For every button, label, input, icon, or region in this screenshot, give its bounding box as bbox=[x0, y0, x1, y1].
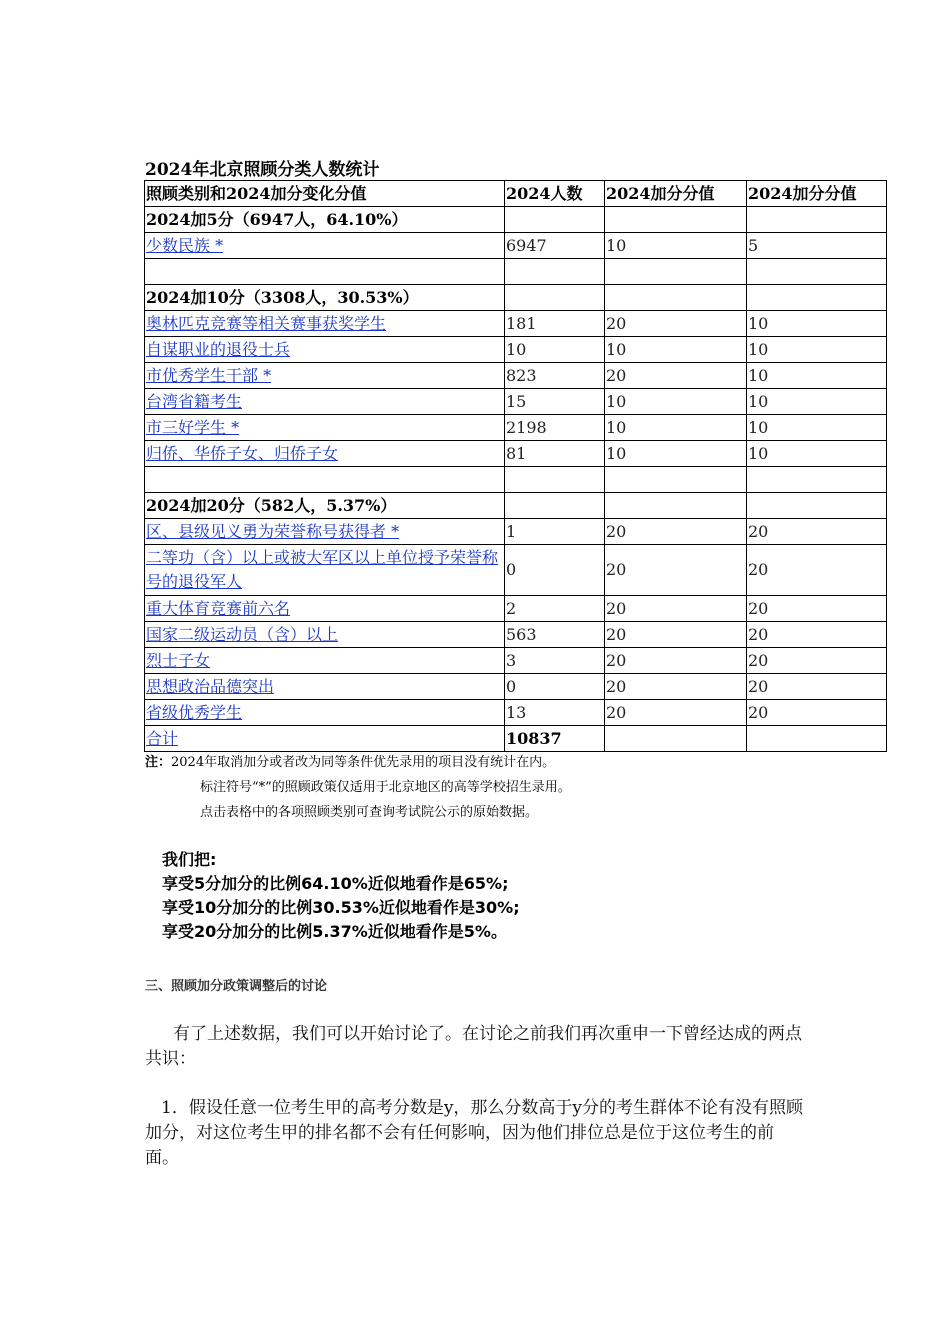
category-link[interactable]: 市三好学生 * bbox=[146, 417, 240, 437]
points-a-cell: 10 bbox=[605, 415, 747, 441]
total-link[interactable]: 合计 bbox=[146, 728, 179, 748]
category-link[interactable]: 省级优秀学生 bbox=[146, 702, 243, 722]
count-cell: 181 bbox=[505, 311, 605, 337]
stats-table bbox=[144, 180, 887, 752]
category-link[interactable]: 国家二级运动员（含）以上 bbox=[146, 624, 339, 644]
count-cell: 10 bbox=[505, 337, 605, 363]
category-link[interactable]: 思想政治品德突出 bbox=[146, 676, 275, 696]
table-notes bbox=[145, 750, 571, 825]
category-link[interactable]: 烈士子女 bbox=[146, 650, 211, 670]
approx-line-20: 享受20分加分的比例5.37%近似地看作是5%。 bbox=[162, 922, 507, 941]
count-cell: 0 bbox=[505, 674, 605, 700]
section-heading: 三、照顾加分政策调整后的讨论 bbox=[145, 979, 328, 994]
points-a-cell: 20 bbox=[605, 311, 747, 337]
points-a-cell: 20 bbox=[605, 519, 747, 545]
category-link[interactable]: 自谋职业的退役士兵 bbox=[146, 339, 291, 359]
approximation-block bbox=[162, 848, 520, 944]
category-link[interactable]: 奥林匹克竞赛等相关赛事获奖学生 bbox=[146, 313, 387, 333]
header-category: 照顾类别和2024加分变化分值 bbox=[145, 181, 505, 207]
table-row bbox=[145, 596, 887, 622]
approx-line-10: 享受10分加分的比例30.53%近似地看作是30%; bbox=[162, 898, 520, 917]
table-row bbox=[145, 389, 887, 415]
header-points-a: 2024加分分值 bbox=[605, 181, 747, 207]
table-title: 2024年北京照顾分类人数统计 bbox=[145, 160, 380, 180]
note-line-1 bbox=[145, 750, 571, 775]
note-line-2: 标注符号“*”的照顾政策仅适用于北京地区的高等学校招生录用。 bbox=[200, 780, 571, 795]
count-cell: 13 bbox=[505, 700, 605, 726]
note-label: 注： bbox=[145, 755, 172, 770]
table-header-row bbox=[145, 181, 887, 207]
group-row bbox=[145, 285, 887, 311]
points-b-cell: 20 bbox=[747, 648, 887, 674]
points-b-cell: 20 bbox=[747, 674, 887, 700]
points-b-cell: 5 bbox=[747, 233, 887, 259]
table-row bbox=[145, 700, 887, 726]
points-b-cell: 10 bbox=[747, 441, 887, 467]
points-b-cell: 20 bbox=[747, 622, 887, 648]
total-value: 10837 bbox=[505, 726, 605, 752]
points-a-cell: 20 bbox=[605, 622, 747, 648]
table-row bbox=[145, 337, 887, 363]
paragraph-2: 1．假设任意一位考生甲的高考分数是y，那么分数高于y分的考生群体不论有没有照顾加分，对这位考生甲的排名都不会有任何影响，因为他们排位总是位于这位考生的前面。 bbox=[145, 1098, 804, 1168]
approx-line-5: 享受5分加分的比例64.10%近似地看作是65%; bbox=[162, 874, 509, 893]
table-row bbox=[145, 363, 887, 389]
points-b-cell: 10 bbox=[747, 415, 887, 441]
table-row bbox=[145, 415, 887, 441]
header-points-b: 2024加分分值 bbox=[747, 181, 887, 207]
spacer-row bbox=[145, 467, 887, 493]
spacer-row bbox=[145, 259, 887, 285]
table-row bbox=[145, 233, 887, 259]
table-row bbox=[145, 545, 887, 596]
group-row bbox=[145, 207, 887, 233]
category-link[interactable]: 少数民族 * bbox=[146, 235, 224, 255]
total-row bbox=[145, 726, 887, 752]
table-row bbox=[145, 441, 887, 467]
note-line-3: 点击表格中的各项照顾类别可查询考试院公示的原始数据。 bbox=[200, 805, 539, 820]
points-b-cell: 10 bbox=[747, 389, 887, 415]
group-label-5: 2024加5分（6947人，64.10%） bbox=[145, 207, 505, 233]
count-cell: 3 bbox=[505, 648, 605, 674]
group-row bbox=[145, 493, 887, 519]
table-row bbox=[145, 622, 887, 648]
points-a-cell: 20 bbox=[605, 545, 747, 596]
points-b-cell: 10 bbox=[747, 311, 887, 337]
points-b-cell: 10 bbox=[747, 337, 887, 363]
points-b-cell: 20 bbox=[747, 545, 887, 596]
count-cell: 2198 bbox=[505, 415, 605, 441]
note-text-1: 2024年取消加分或者改为同等条件优先录用的项目没有统计在内。 bbox=[171, 755, 556, 770]
points-b-cell: 20 bbox=[747, 519, 887, 545]
count-cell: 1 bbox=[505, 519, 605, 545]
count-cell: 81 bbox=[505, 441, 605, 467]
points-a-cell: 20 bbox=[605, 648, 747, 674]
count-cell: 563 bbox=[505, 622, 605, 648]
count-cell: 2 bbox=[505, 596, 605, 622]
points-b-cell: 10 bbox=[747, 363, 887, 389]
count-cell: 0 bbox=[505, 545, 605, 596]
group-label-10: 2024加10分（3308人，30.53%） bbox=[145, 285, 505, 311]
category-link[interactable]: 归侨、华侨子女、归侨子女 bbox=[146, 443, 339, 463]
table-row bbox=[145, 674, 887, 700]
count-cell: 823 bbox=[505, 363, 605, 389]
count-cell: 15 bbox=[505, 389, 605, 415]
points-b-cell: 20 bbox=[747, 700, 887, 726]
points-a-cell: 20 bbox=[605, 674, 747, 700]
points-a-cell: 20 bbox=[605, 596, 747, 622]
table-row bbox=[145, 648, 887, 674]
category-link[interactable]: 台湾省籍考生 bbox=[146, 391, 243, 411]
count-cell: 6947 bbox=[505, 233, 605, 259]
approx-intro: 我们把: bbox=[162, 850, 217, 869]
category-link[interactable]: 市优秀学生干部 * bbox=[146, 365, 272, 385]
category-link[interactable]: 二等功（含）以上或被大军区以上单位授予荣誉称号的退役军人 bbox=[146, 548, 499, 591]
header-count: 2024人数 bbox=[505, 181, 605, 207]
paragraph-1: 有了上述数据，我们可以开始讨论了。在讨论之前我们再次重申一下曾经达成的两点共识： bbox=[145, 1024, 802, 1069]
points-a-cell: 10 bbox=[605, 389, 747, 415]
points-a-cell: 10 bbox=[605, 441, 747, 467]
points-a-cell: 10 bbox=[605, 337, 747, 363]
points-a-cell: 20 bbox=[605, 700, 747, 726]
points-a-cell: 10 bbox=[605, 233, 747, 259]
table-row bbox=[145, 519, 887, 545]
category-link[interactable]: 区、县级见义勇为荣誉称号获得者 * bbox=[146, 521, 400, 541]
category-link[interactable]: 重大体育竞赛前六名 bbox=[146, 598, 291, 618]
table-row bbox=[145, 311, 887, 337]
group-label-20: 2024加20分（582人，5.37%） bbox=[145, 493, 505, 519]
points-a-cell: 20 bbox=[605, 363, 747, 389]
points-b-cell: 20 bbox=[747, 596, 887, 622]
